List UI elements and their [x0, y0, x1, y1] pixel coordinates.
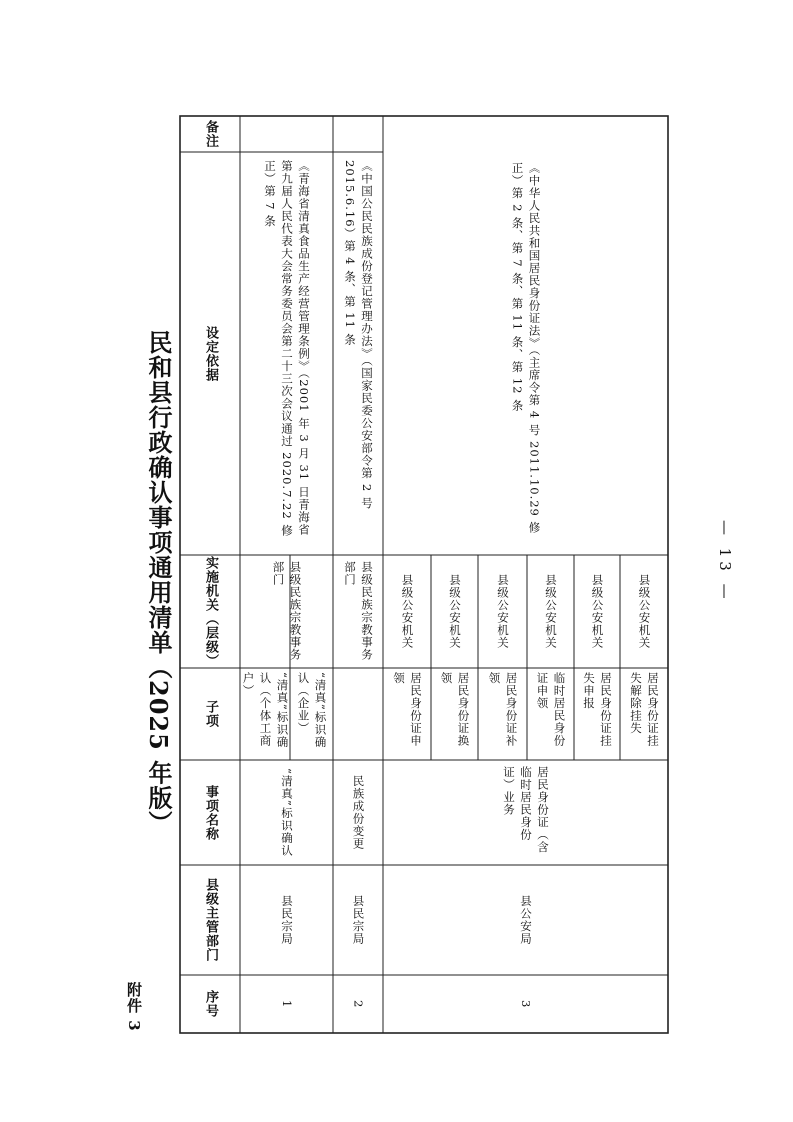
- row3-sub-5: 居民身份证挂失申报: [582, 672, 613, 747]
- row2-dept: 县民宗局: [351, 895, 366, 945]
- row1-sub-a: “清真”标识确认（个体工商户）: [241, 672, 290, 749]
- header-basis: 设定依据: [203, 325, 218, 382]
- row3-impl-5: 县级公安机关: [590, 574, 605, 649]
- row3-sub-1: 居民身份证申领: [392, 672, 423, 747]
- row3-sub-6: 居民身份证挂失解除挂失: [629, 672, 660, 747]
- header-dept: 县级主管部门: [203, 878, 218, 962]
- row3-impl-1: 县级公安机关: [400, 574, 415, 649]
- row3-dept: 县公安局: [519, 895, 533, 945]
- row3-sub-4: 临时居民身份证申领: [535, 672, 567, 747]
- header-note: 备注: [203, 120, 218, 148]
- row1-dept: 县民宗局: [280, 895, 294, 945]
- row3-sub-2: 居民身份证换领: [439, 672, 471, 747]
- row1-impl: 县级民族宗教事务部门: [271, 561, 303, 661]
- row2-impl: 县级民族宗教事务部门: [343, 561, 374, 661]
- row2-basis: 《中国公民民族成份登记管理办法》（国家民委公安部令第 2 号 2015.6.16）第 4 条、第 11 条: [343, 160, 374, 510]
- row1-basis: 《青海省清真食品生产经营管理条例》（2001 年 3 月 31 日青海省第九届人民代表大会常务委员会第二十三次会议通过 2020.7.22 修正）第 7 条: [263, 160, 311, 537]
- page-title: 民和县行政确认事项通用清单（2025 年版）: [144, 330, 173, 836]
- header-seq: 序号: [203, 990, 218, 1018]
- header-sub: 子项: [203, 700, 218, 728]
- row3-impl-6: 县级公安机关: [637, 574, 652, 649]
- row1-sub-b: “清真”标识确认（企业）: [296, 672, 328, 749]
- header-item: 事项名称: [203, 784, 218, 841]
- row2-item: 民族成份变更: [351, 775, 366, 850]
- page-number: — 13 —: [716, 520, 734, 603]
- row3-basis: 《中华人民共和国居民身份证法》（主席令第 4 号 2011.10.29 修正）第 2 条、第 7 条、第 11 条、第 12 条: [510, 162, 542, 535]
- row3-impl-4: 县级公安机关: [544, 574, 558, 649]
- row3-item: 居民身份证（含临时居民身份证）业务: [502, 766, 550, 854]
- row3-sub-3: 居民身份证补领: [487, 672, 519, 747]
- header-impl: 实施机关（层级）: [203, 555, 218, 668]
- row3-seq: 3: [519, 999, 533, 1009]
- row2-seq: 2: [351, 999, 366, 1009]
- row3-impl-2: 县级公安机关: [448, 574, 462, 649]
- row1-item: “清真”标识确认: [280, 768, 294, 857]
- attachment-label: 附件 3: [125, 982, 143, 1032]
- row1-seq: 1: [280, 999, 294, 1009]
- row3-impl-3: 县级公安机关: [496, 574, 510, 649]
